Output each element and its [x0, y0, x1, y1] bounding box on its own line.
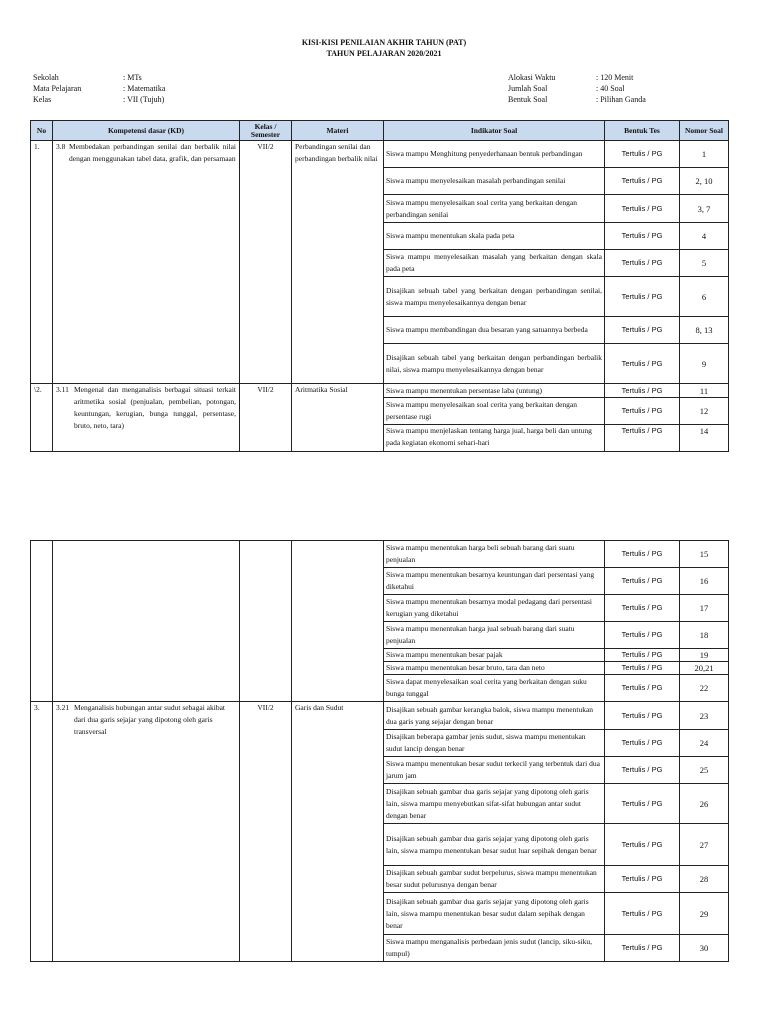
info-label: Jumlah Soal	[508, 84, 548, 93]
info-value: : 120 Menit	[596, 73, 634, 82]
indikator-cell: Siswa mampu menentukan besar bruto, tara dan neto	[384, 662, 605, 675]
info-label: Alokasi Waktu	[508, 73, 556, 82]
info-label: Bentuk Soal	[508, 95, 548, 104]
nomor-cell: 11	[680, 384, 729, 398]
row-number: \2.	[31, 384, 53, 452]
nomor-cell: 12	[680, 398, 729, 425]
indikator-cell: Disajikan sebuah gambar dua garis sejajar yang dipotong oleh garis lain, siswa mampu menentukan besar sudut luar sepihak dengan benar	[384, 824, 605, 866]
bentuk-cell: Tertulis / PG	[605, 317, 680, 344]
nomor-cell: 28	[680, 866, 729, 893]
indikator-cell: Siswa mampu menentukan besar sudut terkecil yang terbentuk dari dua jarum jam	[384, 757, 605, 784]
row-number: 3.	[31, 702, 53, 962]
col-header-bentuk: Bentuk Tes	[605, 121, 680, 141]
kd-cell	[53, 141, 240, 384]
indikator-cell: Siswa mampu menyelesaikan masalah perbandingan senilai	[384, 168, 605, 195]
indikator-cell: Disajikan beberapa gambar jenis sudut, siswa mampu menentukan sudut lancip dengan benar	[384, 730, 605, 757]
nomor-cell: 5	[680, 250, 729, 277]
bentuk-cell: Tertulis / PG	[605, 250, 680, 277]
indikator-cell: Siswa mampu Menghitung penyederhanaan bentuk perbandingan	[384, 141, 605, 168]
nomor-cell: 26	[680, 784, 729, 824]
nomor-cell: 17	[680, 595, 729, 622]
bentuk-cell: Tertulis / PG	[605, 425, 680, 452]
col-header-kd: Kompetensi dasar (KD)	[53, 121, 240, 141]
indikator-cell: Siswa mampu menentukan harga beli sebuah barang dari suatu penjualan	[384, 541, 605, 568]
bentuk-cell: Tertulis / PG	[605, 541, 680, 568]
info-label: Mata Pelajaran	[33, 84, 82, 93]
row-number: 1.	[31, 141, 53, 384]
indikator-cell: Disajikan sebuah gambar dua garis sejajar yang dipotong oleh garis lain, siswa mampu menentukan besar sudut dalam sepihak dengan benar	[384, 893, 605, 935]
nomor-cell: 19	[680, 649, 729, 662]
indikator-cell: Siswa mampu menyelesaikan masalah yang berkaitan dengan skala pada peta	[384, 250, 605, 277]
kd-text: Menganalisis hubungan antar sudut sebagai akibat dari dua garis sejajar yang dipotong oleh garis transversal	[74, 703, 226, 736]
info-value: : VII (Tujuh)	[123, 95, 165, 104]
kelas-cell: VII/2	[240, 702, 292, 962]
bentuk-cell: Tertulis / PG	[605, 384, 680, 398]
indikator-cell: Siswa mampu menganalisis perbedaan jenis sudut (lancip, siku-siku, tumpul)	[384, 935, 605, 962]
info-value: : Pilihan Ganda	[596, 95, 646, 104]
bentuk-cell: Tertulis / PG	[605, 223, 680, 250]
nomor-cell: 27	[680, 824, 729, 866]
info-label: Sekolah	[33, 73, 59, 82]
nomor-cell: 3, 7	[680, 195, 729, 223]
nomor-cell: 29	[680, 893, 729, 935]
nomor-cell: 18	[680, 622, 729, 649]
info-value: : MTs	[123, 73, 142, 82]
nomor-cell: 1	[680, 141, 729, 168]
nomor-cell: 23	[680, 702, 729, 730]
nomor-cell: 8, 13	[680, 317, 729, 344]
document-title: KISI-KISI PENILAIAN AKHIR TAHUN (PAT)	[301, 38, 467, 47]
indikator-cell: Siswa mampu menentukan besar pajak	[384, 649, 605, 662]
bentuk-cell: Tertulis / PG	[605, 935, 680, 962]
bentuk-cell: Tertulis / PG	[605, 141, 680, 168]
nomor-cell: 4	[680, 223, 729, 250]
indikator-cell: Siswa mampu menentukan besarnya modal pedagang dari persentasi kerugian yang diketahui	[384, 595, 605, 622]
kd-number: 3.21	[56, 703, 70, 712]
col-header-indikator: Indikator Soal	[384, 121, 605, 141]
bentuk-cell: Tertulis / PG	[605, 568, 680, 595]
nomor-cell: 16	[680, 568, 729, 595]
indikator-cell: Siswa mampu menyelesaikan soal cerita yang berkaitan dengan perbandingan senilai	[384, 195, 605, 223]
bentuk-cell: Tertulis / PG	[605, 866, 680, 893]
indikator-cell: Siswa mampu menentukan besarnya keuntungan dari persentasi yang diketahui	[384, 568, 605, 595]
indikator-cell: Siswa mampu menentukan harga jual sebuah barang dari suatu penjualan	[384, 622, 605, 649]
kd-text: Membedakan perbandingan senilai dan berbalik nilai dengan menggunakan tabel data, grafik, dan persamaan	[69, 142, 236, 163]
bentuk-cell: Tertulis / PG	[605, 893, 680, 935]
bentuk-cell: Tertulis / PG	[605, 824, 680, 866]
bentuk-cell: Tertulis / PG	[605, 784, 680, 824]
info-right	[508, 72, 646, 105]
indikator-cell: Siswa mampu menentukan persentase laba (untung)	[384, 384, 605, 398]
materi-cell: Aritmatika Sosial	[292, 384, 384, 452]
materi-cell: Perbandingan senilai dan perbandingan berbalik nilai	[292, 141, 384, 384]
kelas-cell	[240, 541, 292, 702]
nomor-cell: 22	[680, 675, 729, 702]
kd-cell	[53, 384, 240, 452]
bentuk-cell: Tertulis / PG	[605, 195, 680, 223]
nomor-cell: 30	[680, 935, 729, 962]
bentuk-cell: Tertulis / PG	[605, 662, 680, 675]
col-header-no: No	[31, 121, 53, 141]
nomor-cell: 6	[680, 277, 729, 317]
nomor-cell: 9	[680, 344, 729, 384]
nomor-cell: 24	[680, 730, 729, 757]
row-number	[31, 541, 53, 702]
indikator-cell: Siswa mampu membandingan dua besaran yang satuannya berbeda	[384, 317, 605, 344]
kd-number: 3.8	[56, 142, 66, 151]
indikator-cell: Disajikan sebuah tabel yang berkaitan dengan perbandingan berbalik nilai, siswa mampu menyelesaikannya dengan benar	[384, 344, 605, 384]
info-value: : 40 Soal	[596, 84, 625, 93]
table-row	[31, 141, 729, 168]
indikator-cell: Disajikan sebuah gambar sudut berpelurus, siswa mampu menentukan besar sudut pelurusnya dengan benar	[384, 866, 605, 893]
kisi-kisi-table-page-2	[30, 540, 729, 962]
table-row	[31, 384, 729, 398]
table-row	[31, 541, 729, 568]
bentuk-cell: Tertulis / PG	[605, 757, 680, 784]
indikator-cell: Disajikan sebuah gambar dua garis sejajar yang dipotong oleh garis lain, siswa mampu menyebutkan sifat-sifat hubungan antar sudut dengan benar	[384, 784, 605, 824]
info-value: : Matematika	[123, 84, 166, 93]
kd-number: 3.11	[56, 385, 69, 394]
kd-text: Mengenal dan menganalisis berbagai situasi terkait aritmetika sosial (penjualan, pembelian, potongan, keuntungan, kerugian, bunga tunggal, persentase, bruto, neto, tara)	[74, 385, 236, 430]
nomor-cell: 14	[680, 425, 729, 452]
bentuk-cell: Tertulis / PG	[605, 730, 680, 757]
col-header-materi: Materi	[292, 121, 384, 141]
nomor-cell: 25	[680, 757, 729, 784]
bentuk-cell: Tertulis / PG	[605, 398, 680, 425]
bentuk-cell: Tertulis / PG	[605, 702, 680, 730]
indikator-cell: Siswa dapat menyelesaikan soal cerita yang berkaitan dengan suku bunga tunggal	[384, 675, 605, 702]
bentuk-cell: Tertulis / PG	[605, 595, 680, 622]
indikator-cell: Disajikan sebuah tabel yang berkaitan dengan perbandingan senilai, siswa mampu menyelesaikannya dengan benar	[384, 277, 605, 317]
materi-cell	[292, 541, 384, 702]
bentuk-cell: Tertulis / PG	[605, 168, 680, 195]
col-header-kelas: Kelas / Semester	[240, 121, 292, 141]
nomor-cell: 15	[680, 541, 729, 568]
materi-cell: Garis dan Sudut	[292, 702, 384, 962]
nomor-cell: 2, 10	[680, 168, 729, 195]
kd-cell	[53, 541, 240, 702]
kd-cell	[53, 702, 240, 962]
indikator-cell: Siswa mampu menentukan skala pada peta	[384, 223, 605, 250]
bentuk-cell: Tertulis / PG	[605, 675, 680, 702]
bentuk-cell: Tertulis / PG	[605, 277, 680, 317]
indikator-cell: Disajikan sebuah gambar kerangka balok, siswa mampu menentukan dua garis yang sejajar dengan benar	[384, 702, 605, 730]
indikator-cell: Siswa mampu menjelaskan tentang harga jual, harga beli dan untung pada kegiatan ekonomi sehari-hari	[384, 425, 605, 452]
table-header-row	[31, 121, 729, 141]
kelas-cell: VII/2	[240, 141, 292, 384]
info-label: Kelas	[33, 95, 52, 104]
indikator-cell: Siswa mampu menyelesaikan soal cerita yang berkaitan dengan persentase rugi	[384, 398, 605, 425]
bentuk-cell: Tertulis / PG	[605, 344, 680, 384]
table-row	[31, 702, 729, 730]
bentuk-cell: Tertulis / PG	[605, 649, 680, 662]
col-header-nomor: Nomor Soal	[680, 121, 729, 141]
nomor-cell: 20,21	[680, 662, 729, 675]
kelas-cell: VII/2	[240, 384, 292, 452]
document-subtitle: TAHUN PELAJARAN 2020/2021	[326, 49, 442, 58]
info-left	[33, 72, 165, 105]
kisi-kisi-table-page-1	[30, 120, 729, 452]
bentuk-cell: Tertulis / PG	[605, 622, 680, 649]
